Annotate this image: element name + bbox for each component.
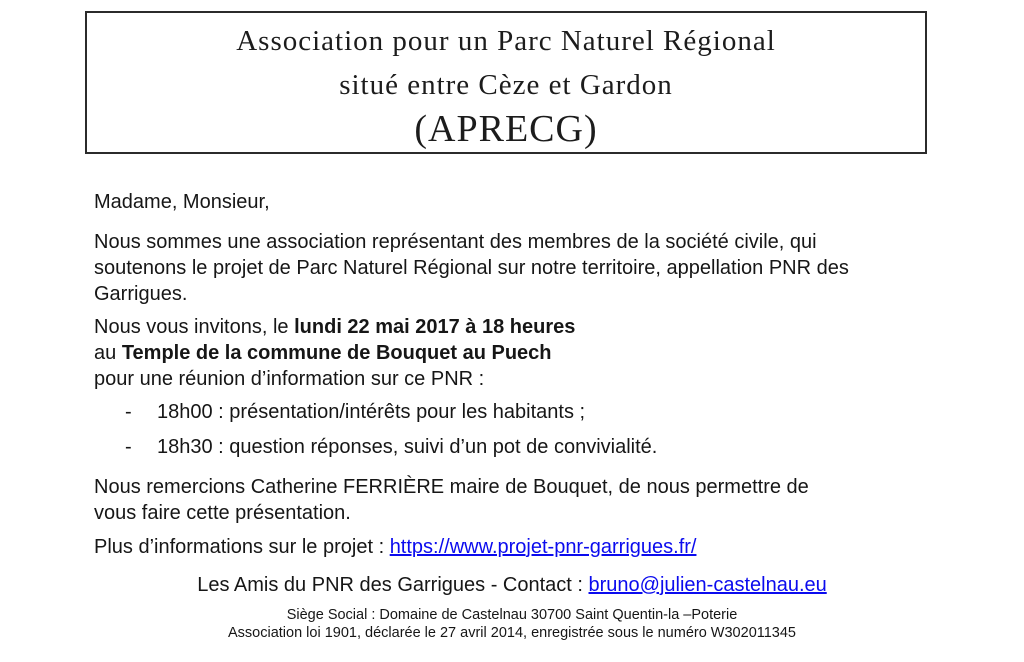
agenda-item-2 (125, 434, 657, 460)
invitation-place: Temple de la commune de Bouquet au Puech (121, 342, 552, 364)
intro-line-1: Nous sommes une association représentant des membres de la société civile, qui (94, 231, 817, 253)
invitation-line-2 (94, 340, 552, 366)
website-link[interactable]: https://www.projet-pnr-garrigues.fr/ (389, 536, 697, 558)
thanks-line-1: Nous remercions Catherine FERRIÈRE maire de Bouquet, de nous permettre de (94, 476, 809, 498)
agenda-dash: - (125, 401, 132, 423)
intro-line-2: soutenons le projet de Parc Naturel Régional sur notre territoire, appellation PNR des (94, 257, 849, 279)
agenda-item-2-text: 18h30 : question réponses, suivi d’un pot de convivialité. (157, 436, 658, 458)
invitation-date: lundi 22 mai 2017 à 18 heures (294, 316, 576, 338)
intro-line-3: Garrigues. (94, 283, 188, 305)
header-box (85, 11, 927, 154)
thanks-line-2: vous faire cette présentation. (94, 502, 351, 524)
invitation-line-1-normal: Nous vous invitons, le (94, 316, 295, 338)
agenda-item-1-text: 18h00 : présentation/intérêts pour les habitants ; (157, 401, 586, 423)
header-line-3: (APRECG) (414, 108, 598, 150)
salutation: Madame, Monsieur, (94, 191, 270, 213)
agenda-dash: - (125, 436, 132, 458)
invitation-line-3: pour une réunion d’information sur ce PNR : (94, 368, 485, 390)
footer-line-1: Siège Social : Domaine de Castelnau 30700 Saint Quentin-la –Poterie (286, 607, 738, 623)
invitation-line-2-normal: au (94, 342, 122, 364)
more-info-line (94, 534, 696, 560)
footer-line-2: Association loi 1901, déclarée le 27 avril 2014, enregistrée sous le numéro W302011345 (228, 625, 796, 641)
header-line-1: Association pour un Parc Naturel Régional (236, 25, 776, 57)
agenda-item-1 (125, 399, 585, 425)
invitation-line-1 (94, 314, 575, 340)
contact-email-link[interactable]: bruno@julien-castelnau.eu (588, 574, 827, 596)
contact-label: Les Amis du PNR des Garrigues - Contact : (197, 574, 589, 596)
header-line-2: situé entre Cèze et Gardon (339, 69, 673, 101)
contact-line (0, 572, 1024, 598)
more-info-label: Plus d’informations sur le projet : (94, 536, 390, 558)
